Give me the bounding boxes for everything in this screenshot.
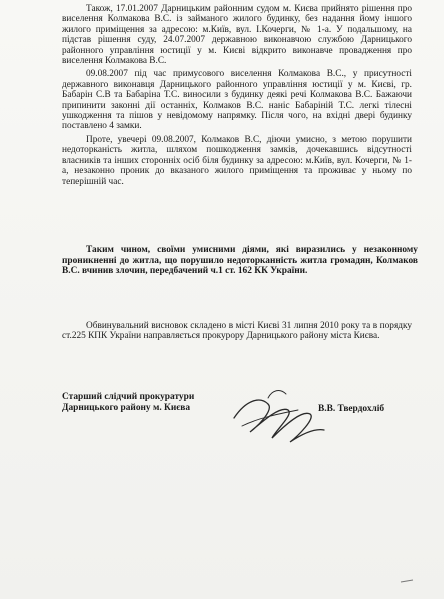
- paragraph-conclusion: Таким чином, своїми умисними діями, які виразились у незаконному проникненні до житла, що порушило недоторканність житла громадян, Колмаков В.С. вчинив злочин, передбачений ч.1 ст. 162 КК України.: [62, 245, 418, 277]
- paragraph-court-decision: Також, 17.01.2007 Дарницьким районним судом м. Києва прийнято рішення про виселення Колмакова В.С. із займаного жилого будинку, без надання йому іншого жилого приміщення за адресою: м.Київ, вул. І.Кочерги, № 1-а. У подальшому, на підстав рішення суду, 24.07.2007 державною виконавчою службою Дарницького районного управління юстиції у м. Києві відкрито виконавче провадження про виселення Колмакова В.С.: [62, 4, 412, 67]
- handwritten-signature: [228, 380, 328, 452]
- paragraph-forced-eviction: 09.08.2007 під час примусового виселення Колмакова В.С., у присутності державного виконавця Дарницького районного управління юстиції у м. Києві, гр. Бабарін С.В та Бабаріна Т.С. виносили з будинку деякі речі Колмакова В.С. Бажаючи припинити законні дії останніх, Колмаков В.С. наніс Бабаріній Т.С. легкі тілесні ушкодження та пішов у невідомому напрямку. Після чого, на вхідні двері будинку поставлено 4 замки.: [62, 69, 412, 132]
- document-body: [62, 4, 412, 190]
- paragraph-final: Обвинувальний висновок складено в місті Києві 31 липня 2010 року та в порядку ст.225 КПК України направляється прокурору Дарницького району міста Києва.: [62, 321, 412, 342]
- signatory-name: В.В. Твердохліб: [318, 404, 385, 414]
- scan-artifact-mark: [400, 578, 414, 584]
- paragraph-illegal-entry: Проте, увечері 09.08.2007, Колмаков В.С, діючи умисно, з метою порушити недоторканість житла, шляхом пошкодження замків, дочекавшись відсутності власників та інших сторонніх осіб біля будинку за адресою: м.Київ, вул. Кочерги, № 1-а, незаконно проник до вказаного жилого приміщення та проживає у ньому по теперішній час.: [62, 134, 412, 187]
- signatory-title-line2: Дарницького району м. Києва: [62, 403, 191, 413]
- signatory-title-line1: Старший слідчий прокуратури: [62, 392, 195, 402]
